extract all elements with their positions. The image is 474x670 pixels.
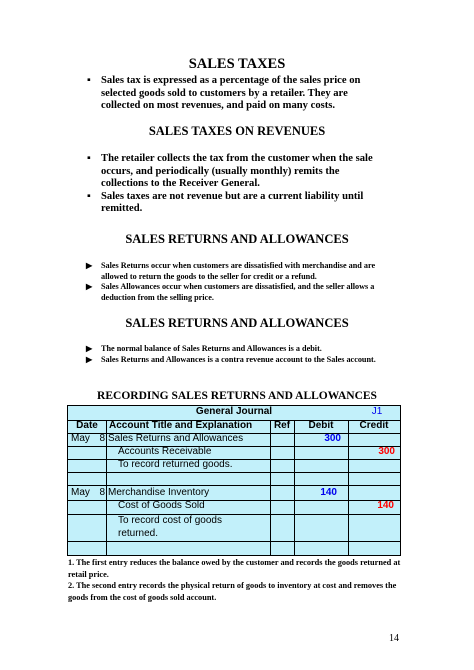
arrow-bullet-icon: ▶ — [86, 261, 93, 270]
returns-definition-list — [86, 261, 396, 303]
table-row — [68, 500, 400, 514]
table-row — [68, 446, 400, 459]
account-title: Merchandise Inventory — [108, 487, 210, 498]
journal-title: General Journal — [195, 406, 273, 417]
heading-sales-taxes-on-revenues: SALES TAXES ON REVENUES — [148, 124, 326, 138]
table-row — [68, 515, 400, 541]
debit-amount — [294, 446, 341, 459]
sales-taxes-on-revenues-list — [87, 153, 387, 216]
list-item: ▪ The retailer collects the tax from the customer when the sale occurs, and periodically (usually monthly) remits the collections to the Receiver General. — [87, 153, 373, 190]
explanation-text: returned. — [118, 528, 159, 539]
table-row — [68, 459, 400, 472]
explanation-text: To record cost of goods — [118, 515, 222, 526]
arrow-bullet-icon: ▶ — [86, 354, 93, 364]
square-bullet-icon: ▪ — [87, 75, 91, 86]
square-bullet-icon: ▪ — [87, 153, 91, 164]
credit-amount: 140 — [377, 500, 394, 511]
note-2: 2. The second entry records the physical return of goods to inventory at cost and removes the goods from the cost of goods sold account. — [68, 581, 397, 602]
grid-line — [294, 420, 295, 555]
ref-column-header: Ref — [273, 420, 291, 431]
general-journal-table — [67, 405, 401, 556]
list-item: ▶ Sales Allowances occur when customers are dissatisfied, and the seller allows a deduction from the selling price. — [86, 282, 375, 302]
arrow-bullet-icon: ▶ — [86, 282, 93, 292]
debit-amount: 300 — [324, 433, 341, 444]
grid-line — [348, 420, 349, 555]
grid-line — [106, 420, 107, 555]
journal-page-ref: J1 — [371, 406, 383, 417]
debit-column-header: Debit — [308, 420, 334, 431]
date-column-header: Date — [76, 420, 98, 431]
account-title: Accounts Receivable — [118, 446, 212, 457]
account-title: Sales Returns and Allowances — [108, 433, 244, 444]
heading-sales-returns-and-allowances-2: SALES RETURNS AND ALLOWANCES — [125, 316, 349, 330]
heading-sales-returns-and-allowances: SALES RETURNS AND ALLOWANCES — [125, 232, 349, 246]
journal-title-row — [68, 406, 400, 420]
list-item: ▶ The normal balance of Sales Returns and Allowances is a debit. — [86, 344, 322, 353]
list-item: ▶ Sales Returns occur when customers are dissatisfied with merchandise and are allowed to return the goods to the seller for credit or a refund. — [86, 261, 376, 281]
date-day: 8 — [99, 433, 105, 444]
sales-taxes-list — [87, 75, 387, 113]
page-number: 14 — [389, 633, 399, 644]
explanation-text: To record returned goods. — [118, 459, 233, 470]
date-month: May — [71, 433, 90, 444]
note-1: 1. The first entry reduces the balance owed by the customer and records the goods returned at retail price. — [68, 558, 401, 579]
account-column-header: Account Title and Explanation — [109, 420, 253, 431]
journal-header-row — [68, 420, 400, 433]
divider — [68, 541, 400, 542]
credit-amount: 300 — [378, 446, 395, 457]
table-row — [68, 487, 400, 500]
table-row — [68, 433, 400, 446]
date-month: May — [71, 487, 90, 498]
credit-column-header: Credit — [359, 420, 389, 431]
account-title: Cost of Goods Sold — [118, 500, 205, 511]
square-bullet-icon: ▪ — [87, 190, 91, 202]
divider — [68, 485, 400, 486]
date-day: 8 — [99, 487, 105, 498]
journal-notes — [68, 557, 408, 603]
list-item: ▶ Sales Returns and Allowances is a contra revenue account to the Sales account. — [86, 354, 376, 364]
table-row — [68, 472, 400, 485]
arrow-bullet-icon: ▶ — [86, 344, 93, 353]
debit-amount: 140 — [320, 487, 337, 498]
heading-sales-taxes: SALES TAXES — [188, 56, 286, 72]
credit-amount — [348, 433, 393, 446]
list-item: ▪ Sales taxes are not revenue but are a current liability until remitted. — [87, 190, 364, 215]
grid-line — [270, 420, 271, 555]
list-item: ▪ Sales tax is expressed as a percentage of the sales price on selected goods sold to customers by a retailer. They are collected on most revenues, and paid on many costs. — [87, 75, 361, 112]
heading-recording-returns: RECORDING SALES RETURNS AND ALLOWANCES — [97, 390, 377, 402]
returns-balance-list — [86, 344, 396, 365]
